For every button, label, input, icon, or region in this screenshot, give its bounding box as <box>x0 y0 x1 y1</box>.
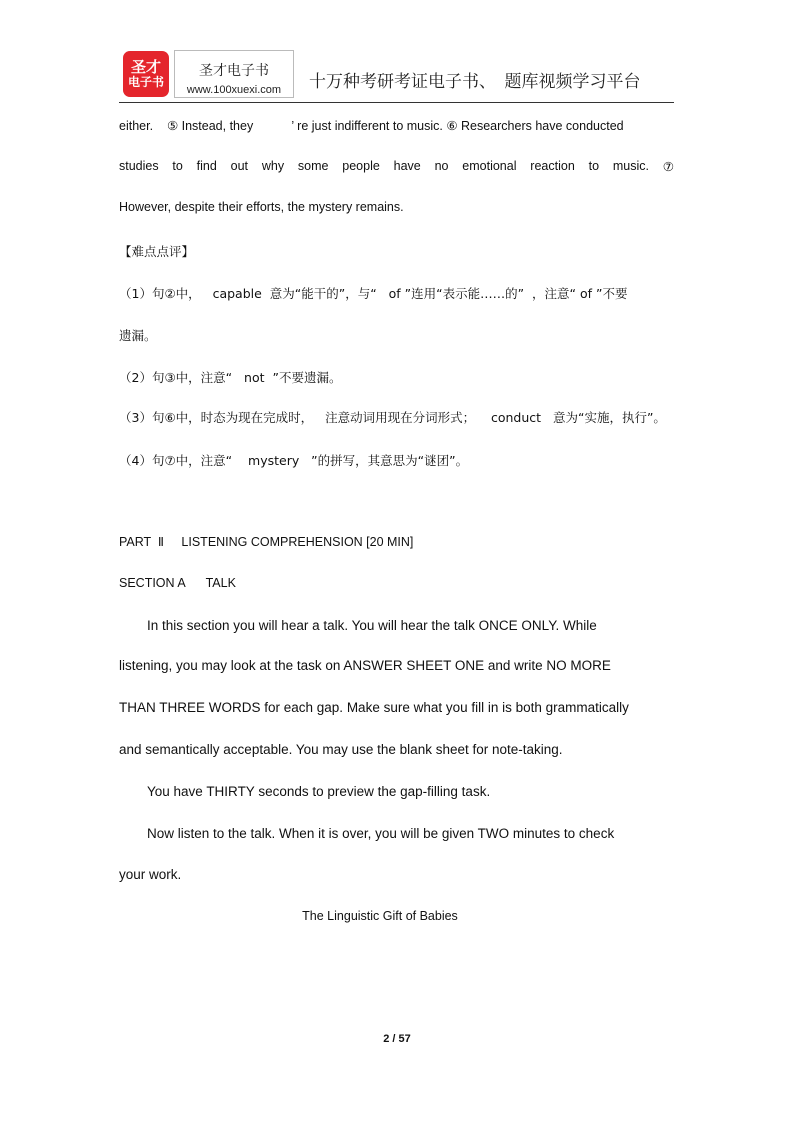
brand-url: www.100xuexi.com <box>186 84 282 96</box>
section-title: SECTION A TALK <box>119 576 236 590</box>
word: emotional <box>462 159 517 173</box>
text-line-3: However, despite their efforts, the mystery remains. <box>119 200 404 214</box>
word: studies <box>119 159 159 173</box>
word: people <box>342 159 380 173</box>
note-1-cont: 遗漏。 <box>119 328 157 343</box>
word: reaction <box>530 159 575 173</box>
word: out <box>230 159 249 173</box>
instruction-line-6: Now listen to the talk. When it is over, you will be given TWO minutes to check <box>147 826 615 841</box>
page-number: 2 / 57 <box>383 1033 411 1045</box>
logo-text-bottom: 电子书 <box>127 74 164 89</box>
note-4: （4）句⑦中，注意“ mystery ”的拼写，其意思为“谜团”。 <box>119 453 469 468</box>
page-header <box>119 46 674 103</box>
word: music. <box>612 159 649 173</box>
difficulty-heading: 【难点点评】 <box>119 244 195 259</box>
instruction-line-5: You have THIRTY seconds to preview the gap-filling task. <box>147 784 491 799</box>
text-line-2 <box>119 159 674 174</box>
note-1: （1）句②中， capable 意为“能干的”，与“ of ”连用“表示能……的” ，注意“ of ”不要 <box>119 286 628 301</box>
word: no <box>434 159 449 173</box>
brand-box <box>174 50 294 98</box>
word: ⑦ <box>662 160 674 174</box>
note-3: （3）句⑥中，时态为现在完成时， 注意动词用现在分词形式； conduct 意为“实施，执行”。 <box>119 410 666 425</box>
word: have <box>393 159 421 173</box>
header-slogan: 十万种考研考证电子书、 题库视频学习平台 <box>309 72 641 92</box>
brand-logo <box>123 51 169 97</box>
instruction-line-7: your work. <box>119 867 182 882</box>
text-line-1: either. ⑤ Instead, they ’ re just indifferent to music. ⑥ Researchers have conducted <box>119 119 624 133</box>
instruction-line-2: listening, you may look at the task on ANSWER SHEET ONE and write NO MORE <box>119 658 611 673</box>
instruction-line-3: THAN THREE WORDS for each gap. Make sure what you fill in is both grammatically <box>119 700 629 715</box>
word: why <box>261 159 285 173</box>
word: to <box>588 159 600 173</box>
instruction-line-1: In this section you will hear a talk. You will hear the talk ONCE ONLY. While <box>147 618 597 633</box>
brand-name: 圣才电子书 <box>199 63 269 79</box>
word: some <box>297 159 329 173</box>
note-2: （2）句③中，注意“ not ”不要遗漏。 <box>119 370 342 385</box>
word: find <box>196 159 217 173</box>
word: to <box>172 159 183 173</box>
part-title: PART Ⅱ LISTENING COMPREHENSION [20 MIN] <box>119 535 414 549</box>
talk-title: The Linguistic Gift of Babies <box>302 909 458 923</box>
logo-text-top: 圣才 <box>130 57 161 76</box>
instruction-line-4: and semantically acceptable. You may use the blank sheet for note-taking. <box>119 742 563 757</box>
